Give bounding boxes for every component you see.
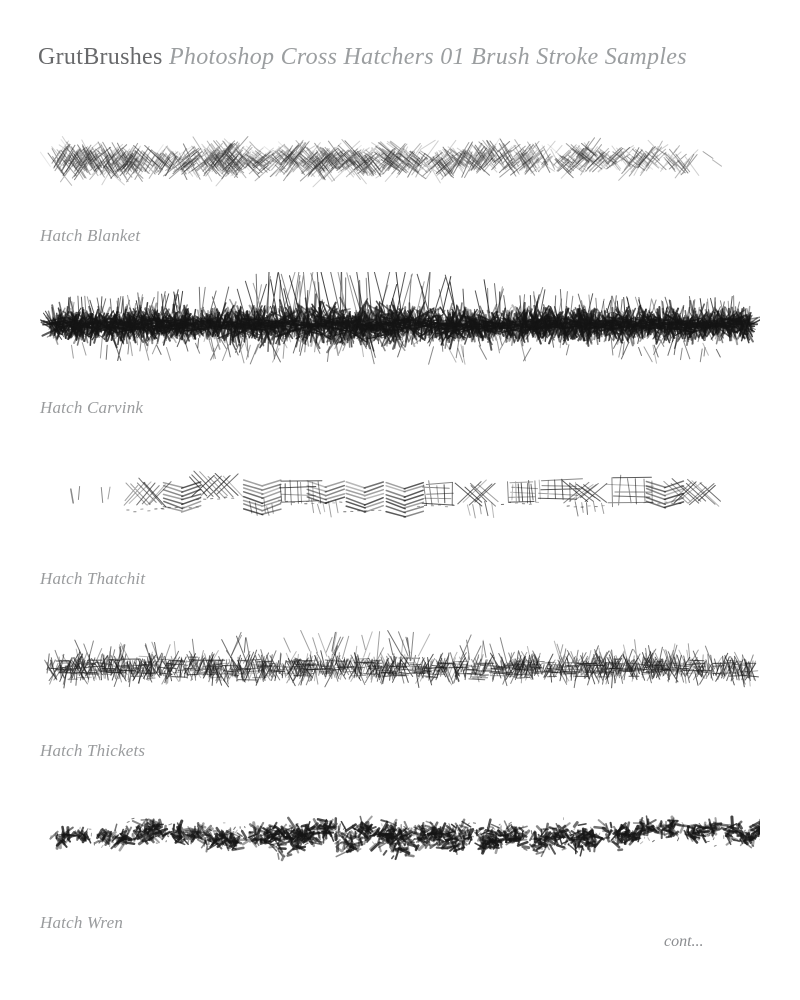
brush-stroke-hatch-wren	[40, 783, 760, 903]
brush-label-hatch-thickets: Hatch Thickets	[40, 741, 146, 760]
brush-sample-hatch-wren	[40, 783, 760, 903]
brush-label-hatch-thatchit: Hatch Thatchit	[40, 569, 146, 588]
brand-name: GrutBrushes	[38, 44, 163, 70]
title-subtitle: Photoshop Cross Hatchers 01 Brush Stroke Samples	[168, 44, 687, 70]
brush-sample-hatch-thatchit	[40, 450, 760, 540]
brush-label-hatch-carvink: Hatch Carvink	[40, 398, 144, 417]
brush-sample-hatch-carvink	[40, 272, 760, 377]
brush-stroke-hatch-blanket	[40, 105, 760, 220]
continuation-note: cont...	[664, 933, 704, 950]
brush-label-hatch-blanket: Hatch Blanket	[40, 226, 141, 245]
brush-sample-hatch-blanket	[40, 105, 760, 220]
brush-label-hatch-wren: Hatch Wren	[40, 913, 124, 932]
page-title	[38, 44, 687, 71]
brush-stroke-hatch-thatchit	[40, 450, 760, 540]
brush-stroke-hatch-thickets	[40, 620, 760, 720]
brush-sample-hatch-thickets	[40, 620, 760, 720]
brush-stroke-hatch-carvink	[40, 272, 760, 377]
